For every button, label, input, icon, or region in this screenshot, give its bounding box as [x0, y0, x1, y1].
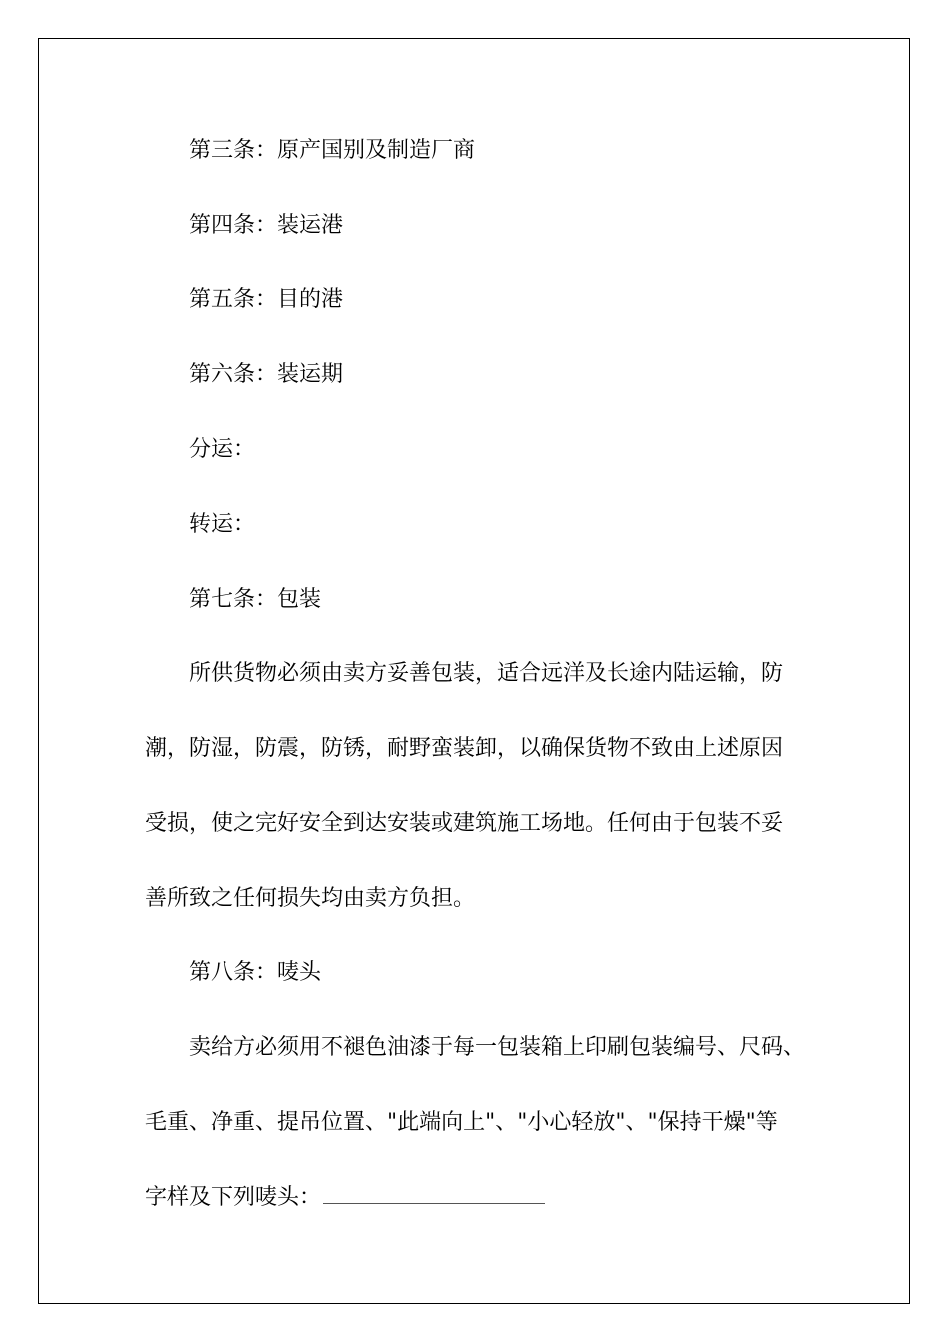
clause-3-heading: 第三条：原产国别及制造厂商 — [189, 138, 476, 163]
packing-paragraph-line-3: 受损，使之完好安全到达安装或建筑施工场地。任何由于包装不妥 — [145, 811, 784, 836]
marks-paragraph-text: 字样及下列唛头： — [145, 1185, 322, 1210]
shipping-marks-blank — [323, 1189, 545, 1204]
packing-paragraph-line-4: 善所致之任何损失均由卖方负担。 — [145, 886, 476, 911]
clause-8-heading: 第八条：唛头 — [189, 960, 322, 985]
clause-6-heading: 第六条：装运期 — [189, 362, 344, 387]
clause-5-heading: 第五条：目的港 — [189, 287, 344, 312]
marks-paragraph-line-3 — [145, 1185, 545, 1211]
marks-paragraph-line-1: 卖给方必须用不褪色油漆于每一包装箱上印刷包装编号、尺码、 — [189, 1035, 806, 1060]
packing-paragraph-line-1: 所供货物必须由卖方妥善包装，适合远洋及长途内陆运输，防 — [189, 661, 784, 686]
partial-shipment-label: 分运： — [189, 437, 256, 462]
packing-paragraph-line-2: 潮，防湿，防震，防锈，耐野蛮装卸，以确保货物不致由上述原因 — [145, 736, 784, 761]
clause-4-heading: 第四条：装运港 — [189, 213, 344, 238]
clause-7-heading: 第七条：包装 — [189, 587, 322, 612]
transshipment-label: 转运： — [189, 512, 256, 537]
marks-paragraph-line-2: 毛重、净重、提吊位置、"此端向上"、"小心轻放"、"保持干燥"等 — [145, 1110, 778, 1135]
